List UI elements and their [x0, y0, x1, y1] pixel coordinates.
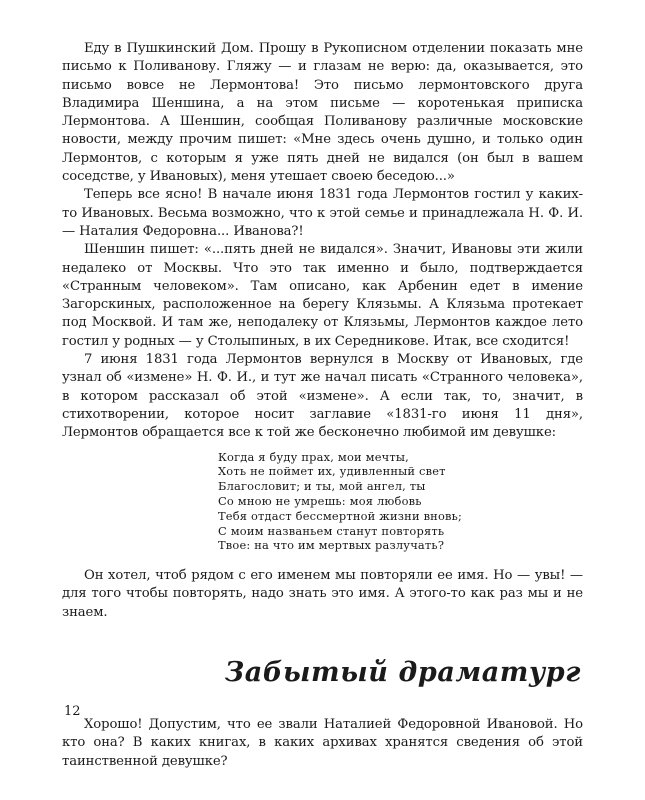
paragraph-june-1831: 7 июня 1831 года Лермонтов вернулся в Москву от Ивановых, где узнал об «измене» Н. Ф. И., и тут же начал писать «Странного человека», в котором рассказал об этой «измене». А если так, то, значит, в стихотворении, которое носит заглавие «1831-го июня 11 дня», Лермонтов обращается все к той же бесконечно любимой им девушке:: [62, 352, 583, 441]
poem-line: Тебя отдаст бессмертной жизни вновь;: [218, 508, 463, 523]
poem-line: С моим названьем станут повторять: [218, 523, 445, 538]
section-body: [62, 716, 583, 771]
poem-line: Хоть не поймет их, удивленный свет: [218, 464, 446, 479]
paragraph-shenshin: Шеншин пишет: «...пять дней не видался». Значит, Ивановы эти жили недалеко от Москвы. Что это так именно и было, подтверждается «Странным человеком». Там описано, как Арбенин едет в имение Загорскиных, расположенное на берегу Клязьмы. А Клязьма протекает под Москвой. И там же, неподалеку от Клязьмы, Лермонтов каждое лето гостил у родных — у Столыпиных, в их Середникове. Итак, все сходится!: [62, 242, 583, 349]
poem-line: Твое: на что им мертвых разлучать?: [218, 538, 445, 553]
paragraph-ivanovs: Теперь все ясно! В начале июня 1831 года Лермонтов гостил у каких-то Ивановых. Весьма возможно, что к этой семье и принадлежала Н. Ф. И. — Наталия Федоровна... Иванова?!: [62, 187, 583, 239]
section-title: Забытый драматург: [224, 657, 581, 688]
poem: [218, 450, 583, 554]
body-text-after-poem: [62, 567, 583, 622]
paragraph-section-intro: Хорошо! Допустим, что ее звали Наталией Федоровной Ивановой. Но кто она? В каких книгах, в каких архивах хранятся сведения об этой таинственной девушке?: [62, 717, 583, 769]
paragraph-name: Он хотел, чтоб рядом с его именем мы повторяли ее имя. Но — увы! — для того чтобы повторять, надо знать это имя. А этого-то как раз мы и не знаем.: [62, 568, 583, 620]
poem-line: Когда я буду прах, мои мечты,: [218, 449, 409, 464]
paragraph-letter: Еду в Пушкинский Дом. Прошу в Рукописном отделении показать мне письмо к Поливанову. Гляжу — и глазам не верю: да, оказывается, это письмо вовсе не Лермонтова! Это письмо лермонтовского друга Владимира Шеншина, а на этом письме — коротенькая приписка Лермонтова. А Шеншин, сообщая Поливанову различные московские новости, между прочим пишет: «Мне здесь очень душно, и только один Лермонтов, с которым я уже пять дней не видался (он был в вашем соседстве, у Ивановых), меня утешает своею беседою...»: [62, 41, 583, 185]
poem-line: Благословит; и ты, мой ангел, ты: [218, 479, 426, 494]
page-number: 12: [64, 704, 81, 719]
poem-line: Со мною не умрешь: моя любовь: [218, 493, 422, 508]
body-text: [62, 40, 583, 443]
